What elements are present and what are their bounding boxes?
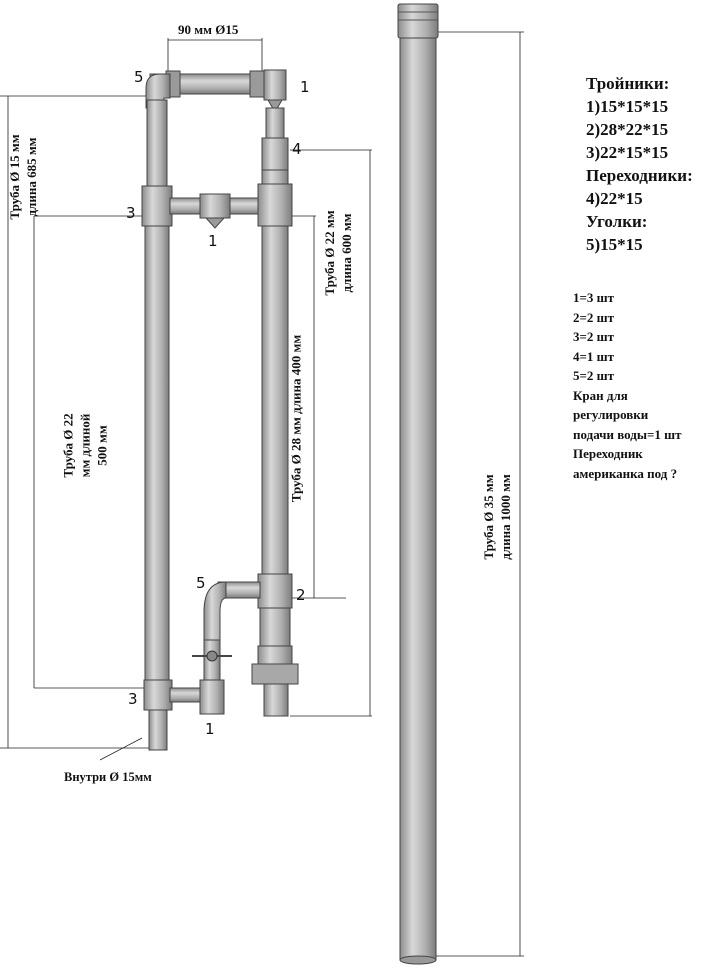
tee-top-right — [264, 70, 286, 112]
pipe-left-mid-label — [60, 391, 111, 501]
count-item: 2=2 шт — [573, 309, 615, 325]
count-item: Переходник — [573, 446, 643, 461]
spec-item: 2)28*22*15 — [586, 120, 669, 139]
pipe-35mm — [398, 4, 438, 964]
marker-1-lower: 1 — [205, 720, 215, 738]
bottom-tee-row — [144, 680, 224, 714]
pipe-35-line2: длина 1000 мм — [498, 474, 513, 560]
pipe-left-top-line2: длина 685 мм — [24, 137, 39, 217]
marker-4: 4 — [292, 140, 302, 158]
pipe-left-top-line1: Труба Ø 15 мм — [7, 134, 22, 220]
spec-item: 1)15*15*15 — [586, 97, 669, 116]
marker-1-mid: 1 — [208, 232, 218, 250]
pipe-right-15mm — [266, 108, 284, 142]
upper-tee-row — [142, 184, 292, 228]
marker-3-lower: 3 — [128, 690, 138, 708]
spec-item: 5)15*15 — [586, 235, 643, 254]
valve — [192, 640, 232, 680]
quantity-list — [573, 288, 682, 483]
pipe-right-22mm — [262, 170, 288, 580]
marker-1-top: 1 — [300, 78, 310, 96]
spec-adapters-heading: Переходники: — [586, 166, 693, 185]
count-item: американка под ? — [573, 465, 678, 481]
pipe-left-15mm — [147, 100, 167, 190]
count-item: регулировки — [573, 407, 649, 422]
fittings-spec-list — [586, 72, 693, 256]
pipe-left-22mm — [145, 190, 169, 684]
marker-5-top: 5 — [134, 68, 144, 86]
top-width-label: 90 мм Ø15 — [178, 22, 239, 37]
spec-item: 4)22*15 — [586, 189, 643, 208]
pipe-right-22-line2: длина 600 мм — [339, 213, 354, 293]
marker-5-lower: 5 — [196, 574, 206, 592]
spec-elbows-heading: Уголки: — [586, 212, 648, 231]
pipe-left-mid-line1: Труба Ø 22 — [60, 413, 76, 478]
american-union — [252, 646, 298, 716]
pipe-right-22-label — [321, 197, 355, 309]
count-item: Кран для — [573, 387, 628, 403]
marker-3-upper: 3 — [126, 204, 136, 222]
pipe-left-mid-line2: мм длиной — [77, 413, 93, 478]
count-item: 1=3 шт — [573, 290, 615, 305]
marker-2: 2 — [296, 586, 306, 604]
pipe-35-label — [480, 455, 514, 579]
spec-tees-heading: Тройники: — [586, 74, 670, 93]
inner-diameter-label: Внутри Ø 15мм — [64, 770, 152, 784]
count-item: 3=2 шт — [573, 329, 615, 344]
count-item: 4=1 шт — [573, 348, 615, 364]
count-item: подачи воды=1 шт — [573, 426, 682, 442]
pipe-right-28-label: Труба Ø 28 мм длина 400 мм — [288, 334, 304, 503]
count-item: 5=2 шт — [573, 368, 615, 383]
spec-item: 3)22*15*15 — [586, 143, 669, 162]
pipe-left-top-label — [6, 112, 40, 242]
adapter-22-15 — [262, 138, 288, 174]
pipe-left-mid-line3: 500 мм — [94, 425, 110, 466]
pipe-35-line1: Труба Ø 35 мм — [481, 474, 496, 560]
pipe-right-22-line1: Труба Ø 22 мм — [322, 210, 337, 296]
